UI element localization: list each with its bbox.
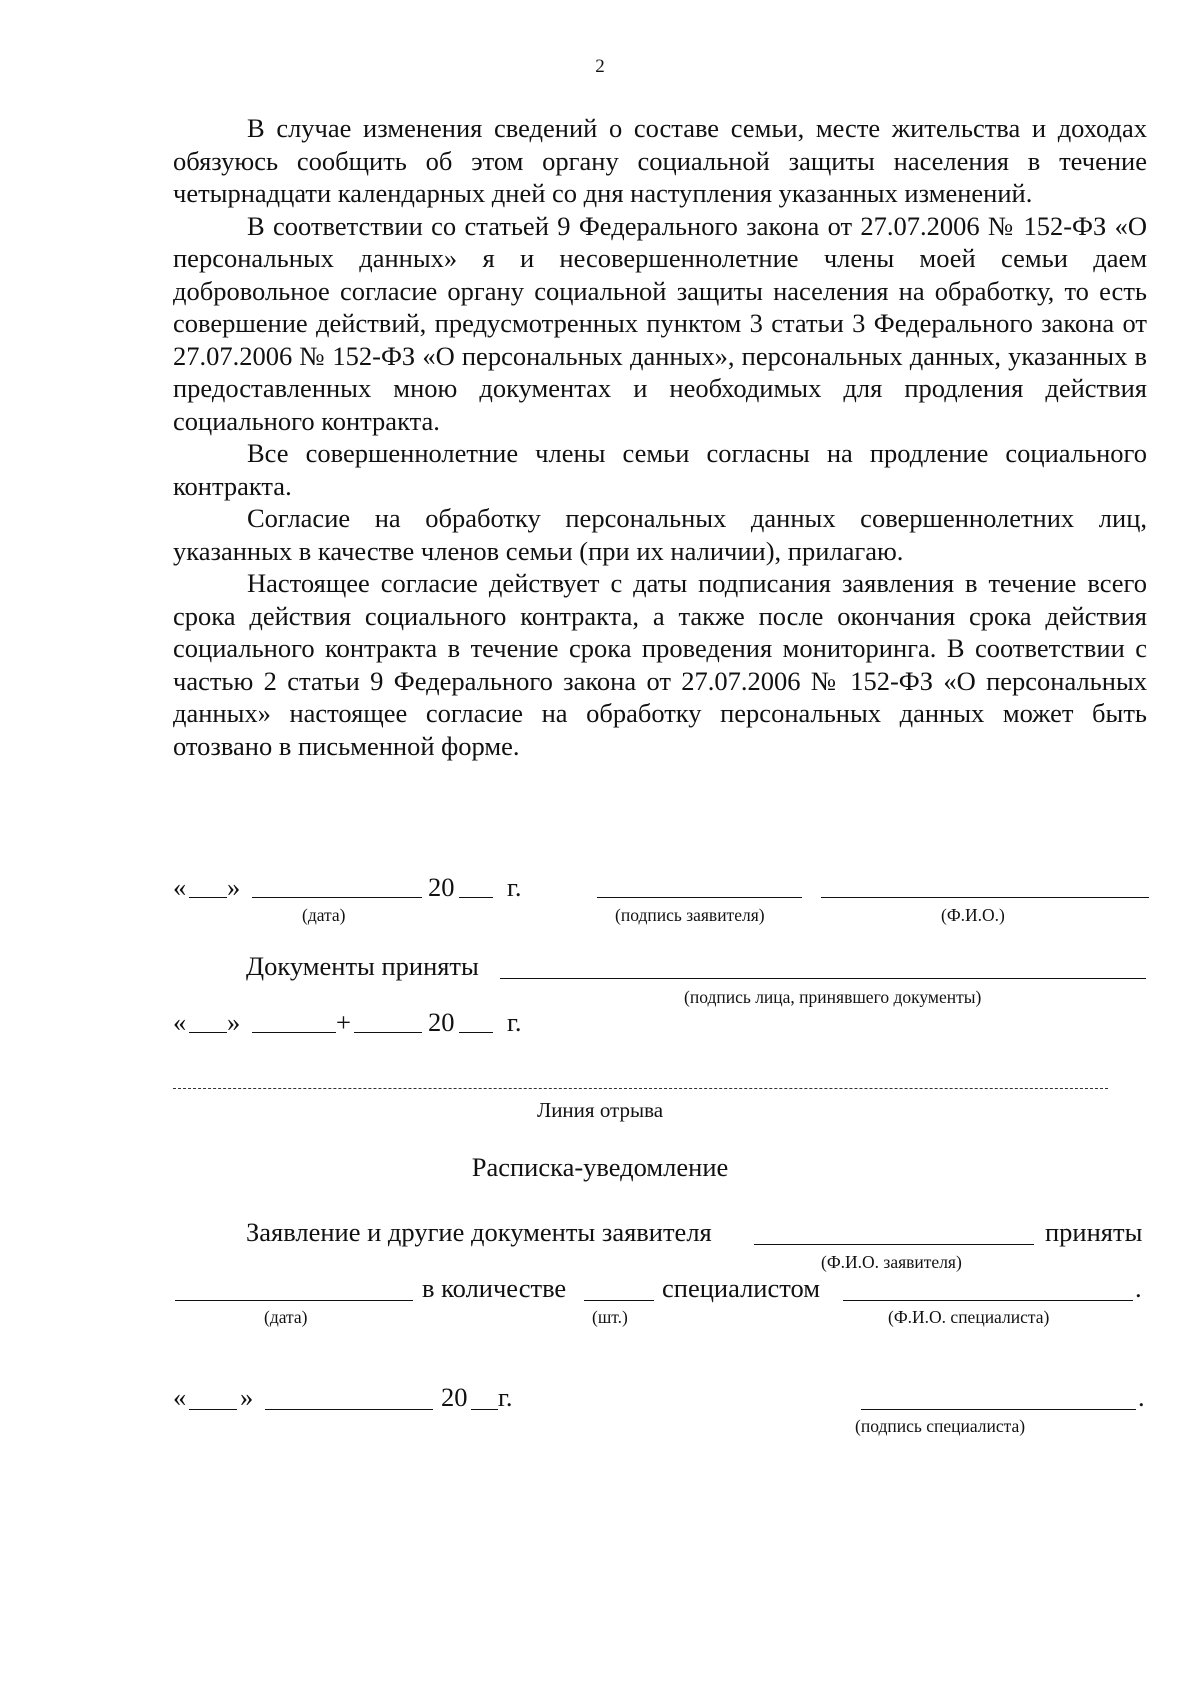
- paragraph-family-changes: В случае изменения сведений о составе семьи, месте жительства и доходах обязуюсь сообщить об этом органу социальной защиты населения в течение четырнадцати календарных дней со дня наступления указанных изменений.: [173, 113, 1147, 208]
- receipt-date-field[interactable]: [175, 1300, 413, 1301]
- month-field[interactable]: [252, 897, 422, 898]
- receipt-day-field[interactable]: [189, 1409, 237, 1410]
- paragraph-adult-members-consent: Все совершеннолетние члены семьи согласны на продление социального контракта.: [173, 438, 1147, 501]
- year-suffix: г.: [507, 1007, 522, 1037]
- receipt-month-field[interactable]: [265, 1409, 433, 1410]
- receipt-specialist-fio-caption: (Ф.И.О. специалиста): [888, 1307, 1050, 1327]
- receipt-period-2: .: [1138, 1382, 1145, 1412]
- quote-close: »: [227, 1007, 241, 1037]
- accepted-day-field[interactable]: [189, 1032, 227, 1033]
- receiver-signature-caption: (подпись лица, принявшего документы): [684, 987, 982, 1007]
- receipt-date-caption: (дата): [264, 1307, 308, 1327]
- receipt-period: .: [1135, 1273, 1142, 1303]
- applicant-signature-caption: (подпись заявителя): [615, 905, 765, 925]
- accepted-month-field[interactable]: [252, 1032, 336, 1033]
- quote-close: »: [227, 872, 241, 902]
- receipt-title: Расписка-уведомление: [471, 1152, 729, 1182]
- plus-mark: +: [336, 1007, 351, 1037]
- paragraph-attachment: Согласие на обработку персональных данных совершеннолетних лиц, указанных в качестве членов семьи (при их наличии), прилагаю.: [173, 503, 1147, 566]
- receipt-quantity-field[interactable]: [584, 1300, 654, 1301]
- receipt-statement-label: Заявление и другие документы заявителя: [246, 1217, 712, 1247]
- date-caption: (дата): [302, 905, 346, 925]
- paragraph-personal-data-consent: В соответствии со статьей 9 Федерального закона от 27.07.2006 № 152-ФЗ «О персональных данных» я и несовершеннолетние члены моей семьи даем добровольное согласие органу социальной защиты населения на обработку, то есть совершение действий, предусмотренных пунктом 3 статьи 3 Федерального закона от 27.07.2006 № 152-ФЗ «О персональных данных», персональных данных, указанных в предоставленных мною документах и необходимых для продления действия социального контракта.: [173, 210, 1147, 436]
- receipt-year-suffix: г.: [498, 1382, 513, 1412]
- receipt-specialist-signature-caption: (подпись специалиста): [855, 1416, 1026, 1436]
- receipt-year-prefix: 20: [441, 1382, 468, 1412]
- year-suffix: г.: [507, 872, 522, 902]
- accepted-month-field-2[interactable]: [354, 1032, 422, 1033]
- applicant-fio-caption: (Ф.И.О.): [941, 905, 1005, 925]
- receipt-year-field[interactable]: [471, 1409, 498, 1410]
- paragraph-consent-validity: Настоящее согласие действует с даты подписания заявления в течение всего срока действия социального контракта, а также после окончания срока действия социального контракта в течение срока проведения мониторинга. В соответствии с частью 2 статьи 9 Федерального закона от 27.07.2006 № 152-ФЗ «О персональных данных» настоящее согласие на обработку персональных данных может быть отозвано в письменной форме.: [173, 568, 1147, 761]
- accepted-year-field[interactable]: [459, 1032, 493, 1033]
- receipt-applicant-fio-caption: (Ф.И.О. заявителя): [821, 1252, 962, 1272]
- receipt-specialist-fio-field[interactable]: [843, 1300, 1133, 1301]
- receipt-accepted-word: приняты: [1045, 1217, 1143, 1247]
- quote-close: »: [240, 1382, 254, 1412]
- receipt-specialist-signature-field[interactable]: [861, 1409, 1136, 1410]
- receipt-applicant-fio-field[interactable]: [754, 1244, 1034, 1245]
- tear-line: [173, 1088, 1108, 1089]
- applicant-signature-field[interactable]: [597, 897, 802, 898]
- year-prefix: 20: [428, 1007, 455, 1037]
- receiver-signature-field[interactable]: [500, 978, 1146, 979]
- quote-open: «: [173, 1382, 187, 1412]
- quote-open: «: [173, 872, 187, 902]
- year-prefix: 20: [428, 872, 455, 902]
- consent-text: [173, 112, 1147, 762]
- receipt-quantity-label: в количестве: [422, 1273, 567, 1303]
- day-field[interactable]: [189, 897, 227, 898]
- tear-line-label: Линия отрыва: [536, 1098, 664, 1122]
- documents-accepted-label: Документы приняты: [246, 951, 479, 981]
- receipt-specialist-label: специалистом: [662, 1273, 820, 1303]
- receipt-pieces-caption: (шт.): [592, 1307, 628, 1327]
- year-field[interactable]: [459, 897, 493, 898]
- page-number: 2: [595, 56, 605, 77]
- quote-open: «: [173, 1007, 187, 1037]
- applicant-fio-field[interactable]: [821, 897, 1149, 898]
